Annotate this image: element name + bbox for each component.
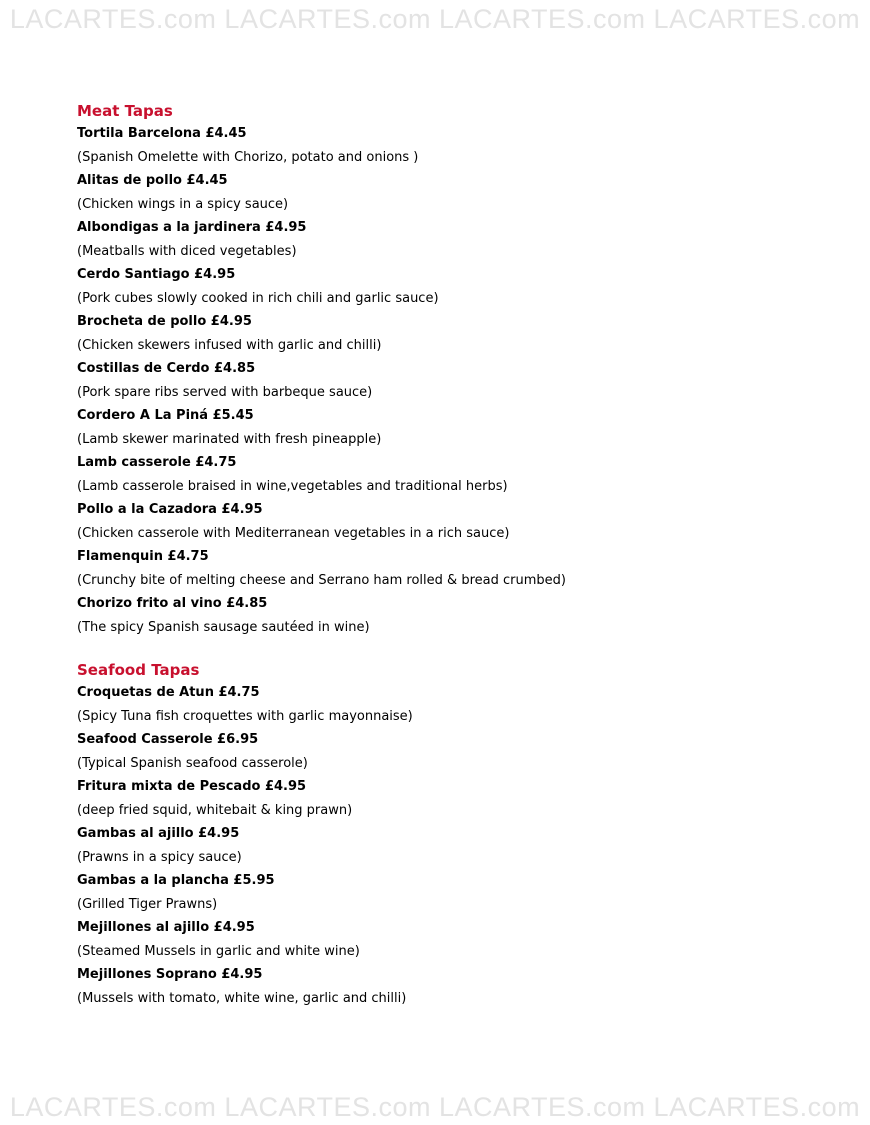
menu-item (77, 498, 837, 545)
menu-item (77, 310, 837, 357)
menu-body (77, 100, 837, 1010)
item-description: (Chicken skewers infused with garlic and chilli) (77, 337, 382, 353)
menu-item (77, 681, 837, 728)
menu-item (77, 263, 837, 310)
item-description: (Steamed Mussels in garlic and white wine) (77, 943, 360, 959)
item-description: (The spicy Spanish sausage sautéed in wine) (77, 619, 370, 635)
item-description: (deep fried squid, whitebait & king prawn) (77, 802, 353, 818)
item-description: (Chicken casserole with Mediterranean vegetables in a rich sauce) (77, 525, 510, 541)
item-name: Seafood Casserole £6.95 (77, 732, 259, 747)
item-name: Croquetas de Atun £4.75 (77, 685, 260, 700)
section-seafood-tapas (77, 659, 837, 1010)
item-description: (Meatballs with diced vegetables) (77, 243, 297, 259)
menu-item (77, 916, 837, 963)
item-name: Pollo a la Cazadora £4.95 (77, 502, 263, 517)
menu-item (77, 122, 837, 169)
menu-item (77, 216, 837, 263)
item-description: (Mussels with tomato, white wine, garlic and chilli) (77, 990, 407, 1006)
item-name: Flamenquin £4.75 (77, 549, 209, 564)
section-title: Meat Tapas (77, 102, 173, 120)
menu-item (77, 404, 837, 451)
section-title: Seafood Tapas (77, 661, 200, 679)
item-name: Fritura mixta de Pescado £4.95 (77, 779, 307, 794)
item-description: (Grilled Tiger Prawns) (77, 896, 218, 912)
item-name: Cordero A La Piná £5.45 (77, 408, 254, 423)
item-name: Costillas de Cerdo £4.85 (77, 361, 256, 376)
item-name: Gambas a la plancha £5.95 (77, 873, 275, 888)
watermark-bottom: LACARTES.com LACARTES.com LACARTES.com LACARTES.com (9, 1092, 861, 1122)
menu-item (77, 728, 837, 775)
item-name: Chorizo frito al vino £4.85 (77, 596, 268, 611)
item-description: (Spanish Omelette with Chorizo, potato and onions ) (77, 149, 419, 165)
item-name: Lamb casserole £4.75 (77, 455, 237, 470)
item-description: (Spicy Tuna fish croquettes with garlic mayonnaise) (77, 708, 413, 724)
item-name: Mejillones al ajillo £4.95 (77, 920, 255, 935)
menu-item (77, 592, 837, 639)
menu-item (77, 775, 837, 822)
menu-item (77, 869, 837, 916)
menu-item (77, 545, 837, 592)
item-name: Brocheta de pollo £4.95 (77, 314, 252, 329)
item-name: Tortila Barcelona £4.45 (77, 126, 247, 141)
item-name: Gambas al ajillo £4.95 (77, 826, 240, 841)
watermark-top: LACARTES.com LACARTES.com LACARTES.com LACARTES.com (9, 4, 861, 34)
item-description: (Pork spare ribs served with barbeque sauce) (77, 384, 373, 400)
section-meat-tapas (77, 100, 837, 639)
item-name: Cerdo Santiago £4.95 (77, 267, 236, 282)
item-description: (Prawns in a spicy sauce) (77, 849, 242, 865)
item-name: Mejillones Soprano £4.95 (77, 967, 263, 982)
item-description: (Pork cubes slowly cooked in rich chili and garlic sauce) (77, 290, 439, 306)
item-description: (Crunchy bite of melting cheese and Serrano ham rolled & bread crumbed) (77, 572, 566, 588)
menu-item (77, 451, 837, 498)
menu-item (77, 822, 837, 869)
menu-item (77, 357, 837, 404)
item-description: (Lamb skewer marinated with fresh pineapple) (77, 431, 382, 447)
menu-item (77, 963, 837, 1010)
item-description: (Lamb casserole braised in wine,vegetables and traditional herbs) (77, 478, 508, 494)
menu-item (77, 169, 837, 216)
item-description: (Typical Spanish seafood casserole) (77, 755, 308, 771)
item-name: Alitas de pollo £4.45 (77, 173, 228, 188)
item-name: Albondigas a la jardinera £4.95 (77, 220, 307, 235)
item-description: (Chicken wings in a spicy sauce) (77, 196, 289, 212)
